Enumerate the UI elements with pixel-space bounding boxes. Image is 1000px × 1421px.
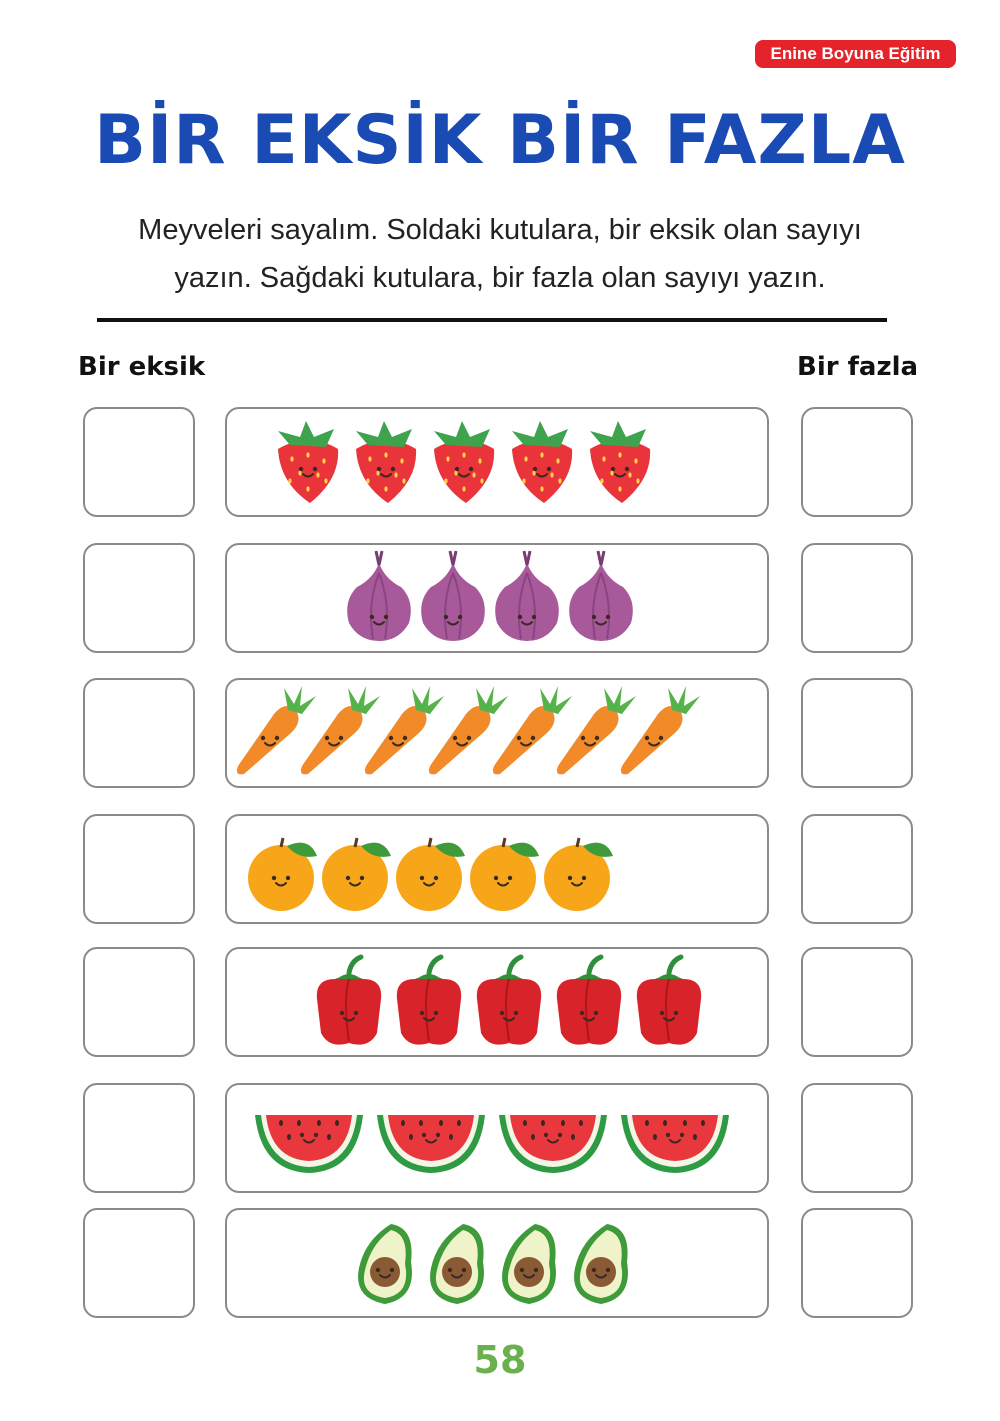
avocado-icon (502, 1224, 556, 1304)
bir-eksik-answer-box[interactable] (83, 1208, 195, 1318)
page-number: 58 (473, 1338, 527, 1382)
bir-fazla-answer-box[interactable] (801, 814, 913, 924)
onion-icon (421, 551, 485, 641)
bir-eksik-answer-box[interactable] (83, 407, 195, 517)
red-pepper-icon (317, 957, 381, 1045)
bir-eksik-answer-box[interactable] (83, 814, 195, 924)
onion-icon (347, 551, 411, 641)
carrot-icon (237, 686, 316, 774)
onion-icon (569, 551, 633, 641)
bir-eksik-answer-box[interactable] (83, 543, 195, 653)
onion-icon (495, 551, 559, 641)
strawberry-icon (356, 421, 416, 503)
bir-eksik-answer-box[interactable] (83, 1083, 195, 1193)
bir-fazla-answer-box[interactable] (801, 543, 913, 653)
orange-icon (248, 838, 317, 911)
bir-fazla-answer-box[interactable] (801, 1083, 913, 1193)
strawberry-icon (512, 421, 572, 503)
fruit-strip-red-pepper (225, 947, 769, 1057)
bir-eksik-answer-box[interactable] (83, 947, 195, 1057)
strawberry-icon (590, 421, 650, 503)
bir-fazla-answer-box[interactable] (801, 678, 913, 788)
instruction-line-2: yazın. Sağdaki kutulara, bir fazla olan sayıyı yazın. (174, 262, 826, 294)
red-pepper-icon (397, 957, 461, 1045)
watermelon-icon (499, 1115, 607, 1173)
fruit-strip-watermelon (225, 1083, 769, 1193)
page-title: BİR EKSİK BİR FAZLA (94, 101, 906, 180)
bir-fazla-answer-box[interactable] (801, 947, 913, 1057)
strawberry-icon (434, 421, 494, 503)
fruit-strip-strawberry (225, 407, 769, 517)
red-pepper-icon (637, 957, 701, 1045)
avocado-icon (574, 1224, 628, 1304)
strawberry-icon (278, 421, 338, 503)
divider (97, 318, 887, 322)
instructions (60, 206, 940, 302)
avocado-icon (430, 1224, 484, 1304)
watermelon-icon (621, 1115, 729, 1173)
watermelon-icon (255, 1115, 363, 1173)
label-bir-fazla: Bir fazla (797, 352, 919, 382)
bir-eksik-answer-box[interactable] (83, 678, 195, 788)
fruit-strip-avocado (225, 1208, 769, 1318)
bir-fazla-answer-box[interactable] (801, 407, 913, 517)
brand-badge: Enine Boyuna Eğitim (755, 40, 956, 68)
instruction-line-1: Meyveleri sayalım. Soldaki kutulara, bir eksik olan sayıyı (138, 214, 862, 246)
red-pepper-icon (557, 957, 621, 1045)
orange-icon (322, 838, 391, 911)
orange-icon (396, 838, 465, 911)
red-pepper-icon (477, 957, 541, 1045)
fruit-strip-onion (225, 543, 769, 653)
watermelon-icon (377, 1115, 485, 1173)
label-bir-eksik: Bir eksik (78, 352, 206, 382)
avocado-icon (358, 1224, 412, 1304)
orange-icon (470, 838, 539, 911)
orange-icon (544, 838, 613, 911)
fruit-strip-carrot (225, 678, 769, 788)
bir-fazla-answer-box[interactable] (801, 1208, 913, 1318)
fruit-strip-orange (225, 814, 769, 924)
